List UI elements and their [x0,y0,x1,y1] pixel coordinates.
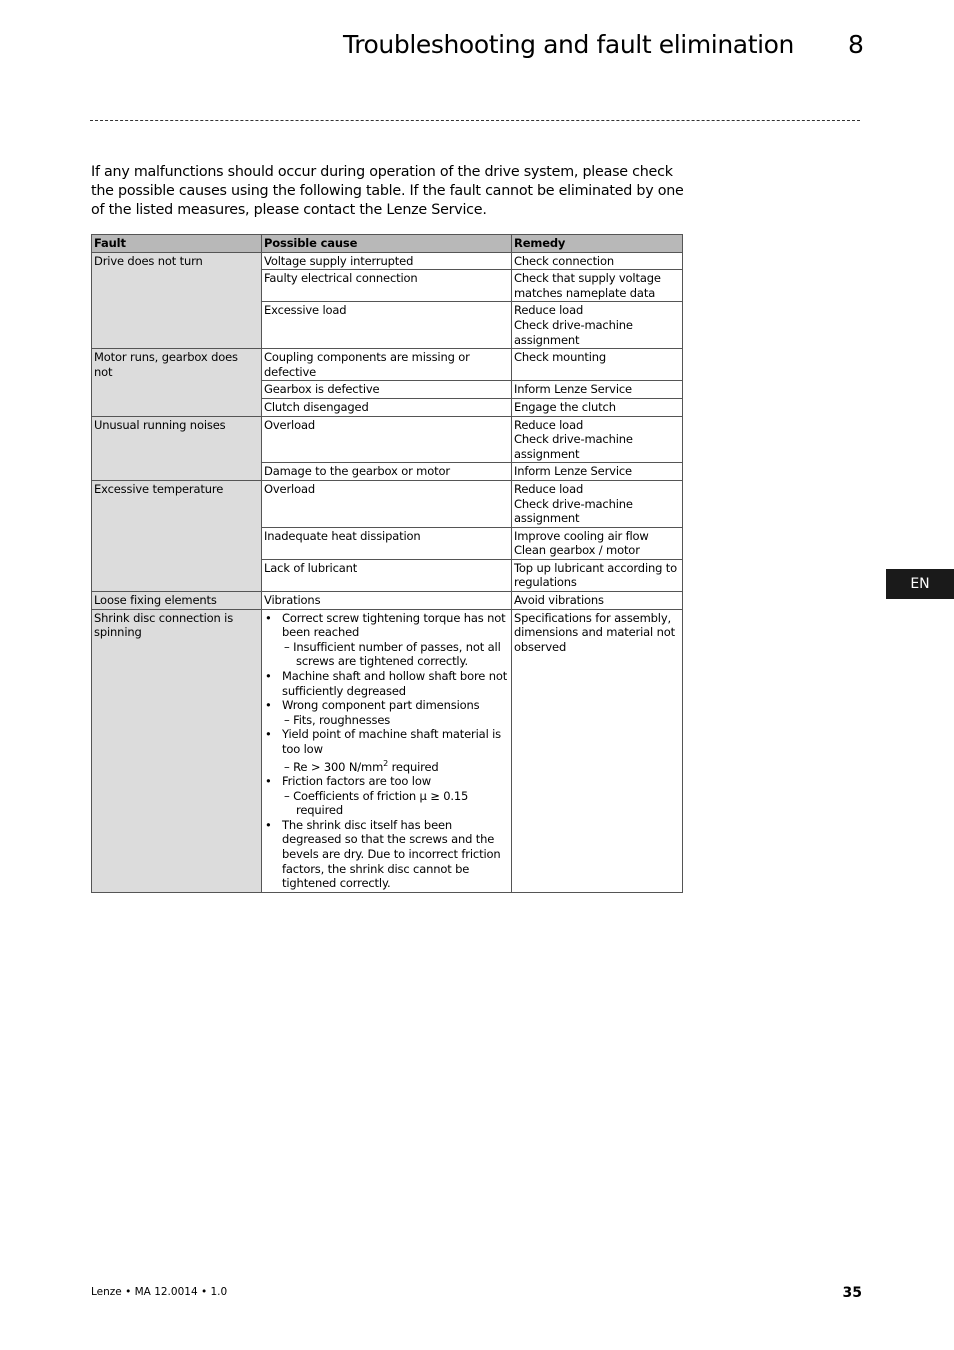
bullet-text: • The shrink disc itself has been degreased so that the screws and the bevels are dry. Due to incorrect friction factors, the shrink disc cannot be tightened correctly. [282,817,501,891]
list-item [264,774,509,818]
remedy-cell [512,416,683,463]
cause-cell: Faulty electrical connection [262,270,512,302]
bullet-text: • Wrong component part dimensions [282,698,480,713]
cause-cell: Damage to the gearbox or motor [262,463,512,481]
list-item [264,611,509,669]
bullet-text: • Machine shaft and hollow shaft bore not sufficiently degreased [282,669,508,698]
header-fault: Fault [92,235,262,253]
cause-cell [262,609,512,892]
remedy-line: Reduce load [514,303,584,318]
remedy-cell: Inform Lenze Service [512,463,683,481]
fault-cell: Motor runs, gearbox does not [92,349,262,416]
cause-cell: Overload [262,416,512,463]
sub-bullet-text: – Insufficient number of passes, not all screws are tightened correctly. [284,639,501,669]
page-number: 35 [842,1285,862,1301]
fault-cell: Excessive temperature [92,480,262,591]
table-row [92,349,683,381]
superscript: 2 [383,758,389,768]
list-item [264,669,509,698]
dashed-divider [90,120,860,121]
list-item [264,698,509,727]
table-row [92,416,683,463]
language-tab[interactable]: EN [886,569,954,599]
header-remedy: Remedy [512,235,683,253]
troubleshooting-table [91,234,683,893]
cause-cell: Overload [262,480,512,527]
table-row [92,592,683,610]
remedy-line: Check drive-machine assignment [514,432,633,461]
fault-cell: Unusual running noises [92,416,262,480]
cause-cell: Voltage supply interrupted [262,252,512,270]
list-item [264,818,509,891]
remedy-cell: Avoid vibrations [512,592,683,610]
cause-cell: Coupling components are missing or defective [262,349,512,381]
remedy-cell: Check that supply voltage matches nameplate data [512,270,683,302]
remedy-line: Improve cooling air flow [514,528,649,543]
remedy-cell: Specifications for assembly, dimensions and material not observed [512,609,683,892]
intro-paragraph: If any malfunctions should occur during operation of the drive system, please check the possible causes using the following table. If the fault cannot be eliminated by one of the listed measures, please contact the Lenze Service. [91,164,684,218]
bullet-text: • Friction factors are too low [282,774,431,789]
cause-bullet-list [264,611,509,891]
fault-cell: Loose fixing elements [92,592,262,610]
sub-bullet-text: – Coefficients of friction µ ≥ 0.15 required [284,788,469,818]
yield-suffix: required [388,759,439,774]
remedy-line: Check drive-machine assignment [514,496,633,526]
footer-document-id: Lenze • MA 12.0014 • 1.0 [91,1286,228,1298]
list-item [264,727,509,774]
remedy-cell [512,480,683,527]
remedy-line: Clean gearbox / motor [514,543,640,558]
sub-bullet-text: – Fits, roughnesses [284,712,391,727]
sub-bullet-text [282,757,509,774]
yield-value: – Re > 300 N/mm [284,759,384,774]
remedy-cell: Engage the clutch [512,398,683,416]
page-title: Troubleshooting and fault elimination [343,30,794,59]
remedy-line: Reduce load [514,481,584,496]
header-possible-cause: Possible cause [262,235,512,253]
remedy-line: Check drive-machine assignment [514,317,633,347]
cause-cell: Lack of lubricant [262,559,512,591]
remedy-cell: Check mounting [512,349,683,381]
cause-cell: Gearbox is defective [262,381,512,399]
bullet-text: • Correct screw tightening torque has not been reached [282,610,506,640]
cause-cell: Inadequate heat dissipation [262,527,512,559]
remedy-cell [512,527,683,559]
cause-cell: Clutch disengaged [262,398,512,416]
table-row [92,252,683,270]
remedy-cell: Top up lubricant according to regulations [512,559,683,591]
table-header-row [92,235,683,253]
fault-cell: Shrink disc connection is spinning [92,609,262,892]
cause-cell: Vibrations [262,592,512,610]
remedy-line: Reduce load [514,417,584,432]
bullet-text: • Yield point of machine shaft material is too low [282,727,502,756]
remedy-cell: Check connection [512,252,683,270]
remedy-cell: Inform Lenze Service [512,381,683,399]
fault-cell: Drive does not turn [92,252,262,349]
table-row [92,480,683,527]
cause-cell: Excessive load [262,302,512,349]
table-row [92,609,683,892]
chapter-number: 8 [848,30,864,59]
remedy-cell [512,302,683,349]
